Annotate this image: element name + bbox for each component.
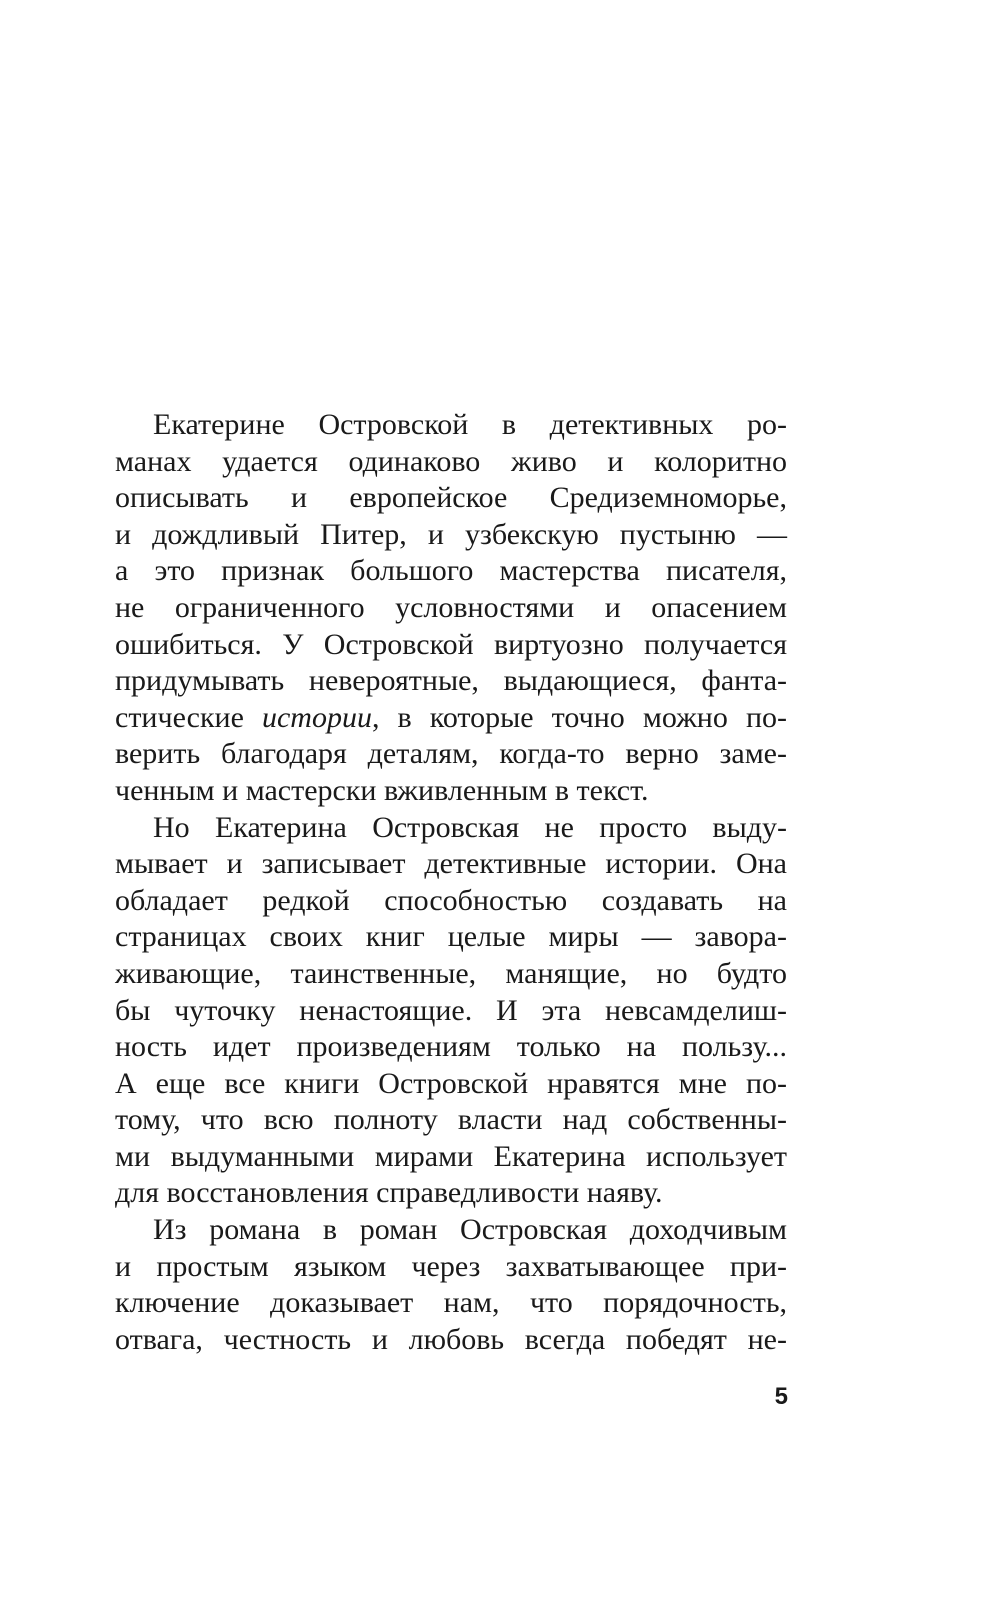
- paragraph-3: [115, 1212, 787, 1358]
- text-line: и дождливый Питер, и узбекскую пустыню —: [115, 517, 787, 551]
- text-line: а это признак большого мастерства писателя,: [115, 554, 787, 588]
- text-line: бы чуточку ненастоящие. И эта невсамделиш-: [115, 993, 787, 1027]
- page-number: 5: [774, 1383, 788, 1410]
- text-line: [115, 700, 787, 737]
- text-line: ченным и мастерски вживленным в текст.: [115, 773, 649, 807]
- text-line: ключение доказывает нам, что порядочность,: [115, 1286, 787, 1320]
- text-line: Екатерине Островской в детективных ро-: [153, 408, 787, 441]
- italic-word: истории: [261, 700, 372, 734]
- text-line: тому, что всю полноту власти над собственны-: [115, 1103, 787, 1137]
- paragraph-1: [115, 407, 787, 810]
- text-line: не ограниченного условностями и опасением: [115, 590, 787, 624]
- text-line: ошибиться. У Островской виртуозно получается: [115, 627, 787, 661]
- text-line: живающие, таинственные, манящие, но будто: [115, 956, 787, 990]
- text-line: манах удается одинаково живо и колоритно: [115, 444, 787, 478]
- text-line: описывать и европейское Средиземноморье,: [115, 481, 787, 515]
- text-line: А еще все книги Островской нравятся мне по-: [115, 1066, 787, 1100]
- text-line: верить благодаря деталям, когда-то верно заме-: [115, 737, 787, 771]
- text-line: мывает и записывает детективные истории. Она: [115, 847, 787, 881]
- paragraph-2: [115, 810, 787, 1213]
- text-line: придумывать невероятные, выдающиеся, фанта-: [115, 664, 787, 698]
- text-line: Но Екатерина Островская не просто выду-: [153, 810, 787, 844]
- text-fragment: стические: [115, 700, 262, 734]
- text-line: Из романа в роман Островская доходчивым: [153, 1213, 787, 1247]
- text-line: ми выдуманными мирами Екатерина использует: [115, 1139, 787, 1173]
- text-fragment: , в которые точно можно по-: [371, 700, 787, 734]
- text-line: ность идет произведениям только на пользу...: [115, 1030, 787, 1064]
- text-line: отвага, честность и любовь всегда победят не-: [115, 1322, 787, 1356]
- text-line: страницах своих книг целые миры — завора-: [115, 920, 787, 954]
- text-line: и простым языком через захватывающее при-: [115, 1249, 787, 1283]
- text-line: обладает редкой способностью создавать на: [115, 883, 787, 917]
- body-text: [115, 407, 787, 1358]
- text-line: для восстановления справедливости наяву.: [115, 1176, 663, 1210]
